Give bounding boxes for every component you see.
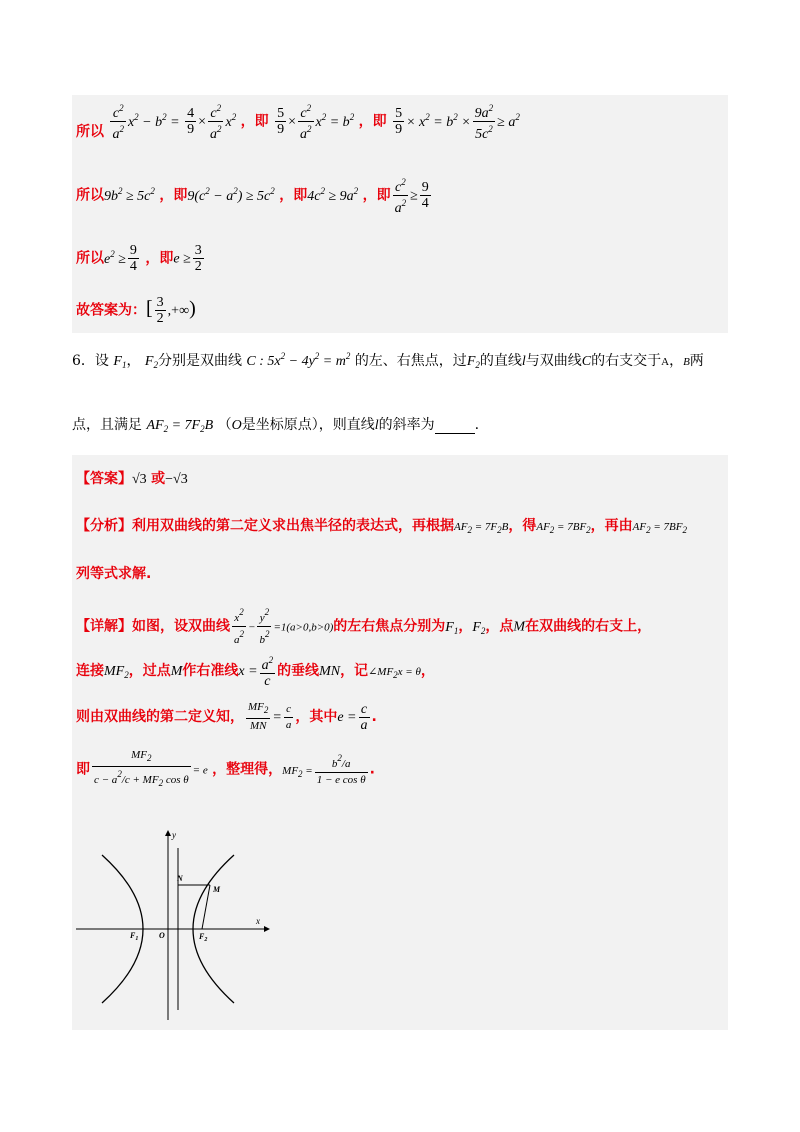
label-suoyi-2: 所以 xyxy=(76,187,104,204)
label-ji-5: ，即 xyxy=(362,187,391,204)
label-M: M xyxy=(213,885,221,894)
question-text-liang: 两 xyxy=(689,353,704,369)
detail-comma-2: ， xyxy=(420,663,435,679)
y-axis-arrow xyxy=(165,830,171,836)
detail-guodian: ，过点 xyxy=(128,663,171,679)
detail-qizhong: ，其中 xyxy=(295,709,338,725)
detail-text-1b: 的左右焦点分别为 xyxy=(333,618,446,635)
detail-line-4: 即 $\frac{MF_2}{c - a^2/c + MF_2 \cos \theta}$ = e ，整理得，$MF_2$ = $\frac{b^2/a}{\text{1 − e cos θ}}$ . xyxy=(76,749,375,788)
detail-label: 【详解】 xyxy=(76,618,132,635)
detail-period: . xyxy=(371,709,377,725)
label-y: y xyxy=(172,830,176,840)
question-text-zuoyou: 的左、右焦点，过 xyxy=(354,353,467,369)
question-sep-1: ， xyxy=(126,353,141,369)
label-N: N xyxy=(177,874,183,883)
detail-line-1: 【详解】如图，设双曲线 $\frac{x^2}{a^2}$ − $\frac{y^2}{b^2}$ =1(a>0,b>0)的左右焦点分别为$F_1$，$F_2$，点M在双曲线的右支上， xyxy=(76,607,652,646)
question-text-fenbie: 分别是双曲线 xyxy=(157,353,242,369)
label-suoyi: 所以 xyxy=(76,123,104,140)
label-ji-3: ，即 xyxy=(159,187,188,204)
question-comma: ， xyxy=(669,353,684,369)
solution-line-2: 所以$9b^2 \ge 5c^2$ ，即$9(c^2 - a^2) \ge 5c^2$ ，即$4c^2 \ge 9a^2$ ，即 $\frac{c^2}{a^2}$ ≥ $\frac{9}{4}$ xyxy=(76,177,429,216)
detail-lianjie: 连接 xyxy=(76,663,104,679)
hyperbola-figure xyxy=(72,828,272,1028)
detail-zhengli: ，整理得， xyxy=(212,761,283,778)
label-F2: $F_2$ xyxy=(199,932,208,943)
label-x: x xyxy=(256,916,260,926)
analysis-label: 【分析】 xyxy=(76,518,132,534)
answer-line: 【答案】√3 或−√3 xyxy=(76,471,188,487)
answer-blank xyxy=(435,419,475,434)
question-text-youzhi: 的右支交于 xyxy=(591,353,662,369)
answer-or: 或 xyxy=(151,471,166,487)
detail-line-2: 连接$MF_2$，过点M作右准线x = $\frac{a^2}{c}$ 的垂线MN，记$\angle MF_2x = \theta$， xyxy=(76,655,435,689)
label-ji-4: ，即 xyxy=(279,187,308,204)
detail-text-1c: 在双曲线的右支上， xyxy=(525,618,652,635)
detail-chuixian: 的垂线 xyxy=(277,663,320,679)
analysis-de: ，得 xyxy=(508,518,537,534)
question-line-2: 点，且满足 $AF_2 = 7F_2B$ （O是坐标原点），则直线l的斜率为 . xyxy=(72,417,480,434)
analysis-text-2: 列等式求解. xyxy=(76,566,152,582)
answer-label: 【答案】 xyxy=(76,471,132,487)
detail-period-2: . xyxy=(369,761,375,778)
detail-text-1: 如图，设双曲线 xyxy=(132,618,230,635)
label-F1: $F_1$ xyxy=(130,931,139,942)
question-text-zhixian: 的直线 xyxy=(479,353,522,369)
x-axis-arrow xyxy=(264,926,270,932)
formula-c2-a2: $\frac{c^2}{a^2}$ xyxy=(112,103,124,142)
solution-line-3: 所以$e^2$ ≥ $\frac{9}{4}$ ，即e ≥ $\frac{3}{2}$ xyxy=(76,243,202,274)
detail-zuoyou: 作右准线 xyxy=(182,663,239,679)
question-paren: （ xyxy=(217,417,232,433)
analysis-line-1: 【分析】利用双曲线的第二定义求出焦半径的表达式，再根据$AF_2 = 7F_2B$，得$AF_2 = 7BF_2$，再由$AF_2 = 7BF_2$ xyxy=(76,518,687,535)
detail-ji2: 即 xyxy=(76,761,90,778)
analysis-line-2 xyxy=(76,563,151,583)
label-answer-gu: 故答案为： xyxy=(76,302,146,319)
solution-answer-line: 故答案为：[ $\frac{3}{2}$ ,+∞) xyxy=(76,295,196,326)
question-text-xielv: 的斜率为 xyxy=(378,417,435,433)
label-suoyi-3: 所以 xyxy=(76,250,104,267)
question-number: 6．设 xyxy=(72,353,109,369)
label-O: O xyxy=(159,931,165,940)
question-line-1: 6．设 $F_1$， $F_2$分别是双曲线 C : $5x^2 - 4y^2 = m^2$ 的左、右焦点，过$F_2$的直线l与双曲线C的右支交于A，B两 xyxy=(72,351,704,370)
detail-comma-1: ， xyxy=(458,618,473,635)
label-ji-1: ，即 xyxy=(240,113,269,130)
label-ji-2: ，即 xyxy=(358,113,387,130)
label-ji-6: ，即 xyxy=(145,250,174,267)
question-text-yu: 与双曲线 xyxy=(525,353,582,369)
detail-ji: ，记 xyxy=(340,663,369,679)
question-text-dian: 点，且满足 xyxy=(72,417,142,433)
question-period: . xyxy=(474,417,480,433)
detail-dian: ，点 xyxy=(485,618,514,635)
solution-line-1: 所以 $\frac{c^2}{a^2}$ $x^2 - b^2$ = $\frac{4}{9}$ × $\frac{c^2}{a^2}$ $x^2$ ，即 $\frac{5}{9}$ × $\frac{c^2}{a^2}$ $x^2 = b^2$ ，即 $\frac{5}{9}$ × $x^2 = b^2$ × $\frac{9a^2}{5c^2}$ ≥ $a^2$ xyxy=(76,103,520,142)
question-text-origin: 是坐标原点），则直线 xyxy=(241,417,375,433)
analysis-text-1: 利用双曲线的第二定义求出焦半径的表达式，再根据 xyxy=(132,518,454,534)
analysis-zaiyou: ，再由 xyxy=(590,518,633,534)
detail-text-3: 则由双曲线的第二定义知， xyxy=(76,709,244,725)
detail-line-3: 则由双曲线的第二定义知， $\frac{MF_2}{MN}$ = $\frac{c}{a}$ ，其中e = $\frac{c}{a}$ . xyxy=(76,701,377,733)
